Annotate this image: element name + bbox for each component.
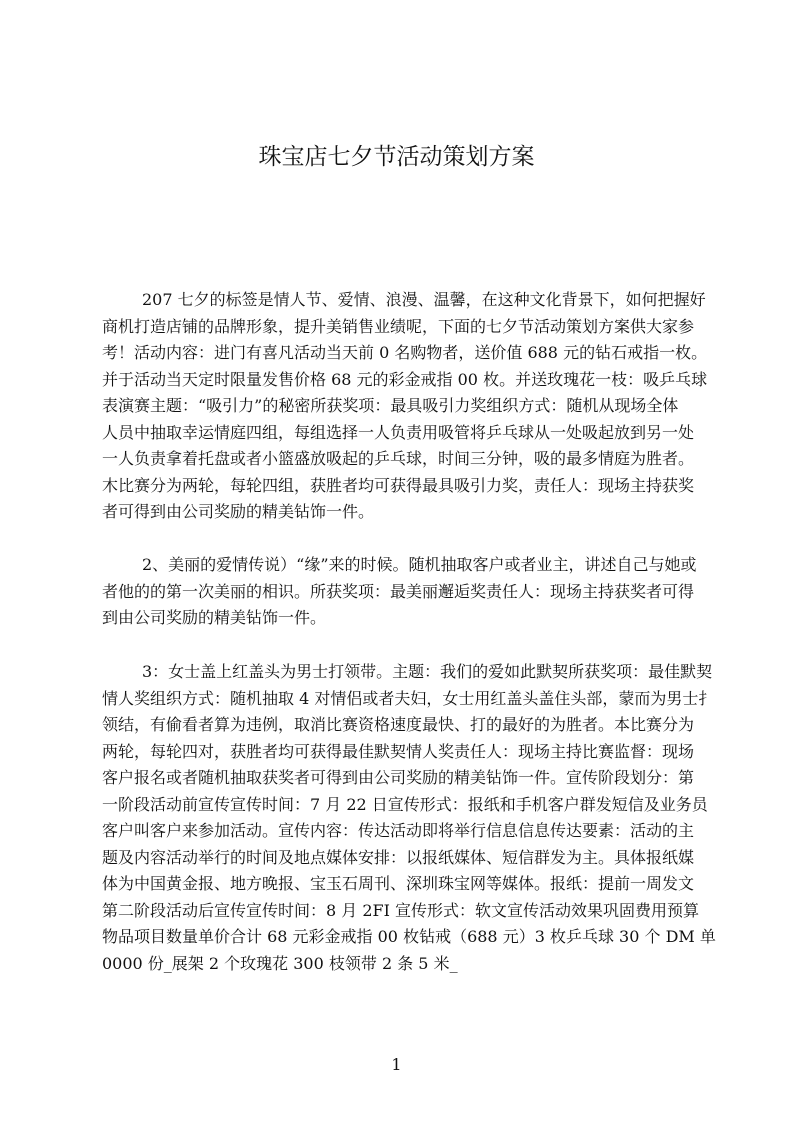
paragraph-line: 并于活动当天定时限量发售价格 68 元的彩金戒指 00 枚。并送玫瑰花一枝：吸乒乓球 — [102, 369, 708, 389]
paragraph-line: 者他的的第一次美丽的相识。所获奖项：最美丽邂逅奖责任人：现场主持获奖者可得 — [102, 581, 695, 601]
paragraph-line: 两轮，每轮四对，获胜者均可获得最佳默契情人奖责任人：现场主持比赛监督：现场 — [102, 741, 695, 761]
paragraph-line: 考！活动内容：进门有喜凡活动当天前 0 名购物者，送价值 688 元的钻石戒指一枚。 — [102, 343, 708, 363]
paragraph-line: 3：女士盖上红盖头为男士打领带。主题：我们的爱如此默契所获奖项：最佳默契 — [142, 662, 713, 681]
paragraph-line: 体为中国黄金报、地方晚报、宝玉石周刊、深圳珠宝网等媒体。报纸：提前一周发文 — [102, 874, 695, 894]
paragraph-line: 2、美丽的爱情传说）“缘”来的时候。随机抽取客户或者业主，讲述自己与她或 — [142, 555, 697, 574]
paragraph-2 — [98, 552, 716, 632]
paragraph-3 — [98, 659, 716, 978]
page-number: 1 — [391, 1055, 402, 1074]
paragraph-line: 题及内容活动举行的时间及地点媒体安排：以报纸媒体、短信群发为主。具体报纸媒 — [102, 847, 695, 867]
paragraph-line: 领结，有偷看者算为违例，取消比赛资格速度最快、打的最好的为胜者。本比赛分为 — [102, 715, 695, 735]
paragraph-line: 207 七夕的标签是情人节、爱情、浪漫、温馨，在这种文化背景下，如何把握好 — [142, 290, 706, 309]
paragraph-line: 表演赛主题：“吸引力”的秘密所获奖项：最具吸引力奖组织方式：随机从现场全体 — [102, 396, 679, 416]
paragraph-line: 人员中抽取幸运情庭四组，每组选择一人负责用吸管将乒乓球从一处吸起放到另一处 — [102, 422, 695, 442]
paragraph-line: 者可得到由公司奖励的精美钻饰一件。 — [102, 502, 375, 522]
paragraph-line: 一人负责拿着托盘或者小篮盛放吸起的乒乓球，时间三分钟，吸的最多情庭为胜者。 — [102, 449, 695, 469]
paragraph-line: 物品项目数量单价合计 68 元彩金戒指 00 枚钻戒（688 元）3 枚乒乓球 30 个 DM 单 — [102, 927, 716, 947]
paragraph-line: 第二阶段活动后宣传宣传时间：8 月 2FI 宣传形式：软文宣传活动效果巩固费用预算 — [102, 900, 700, 920]
paragraph-1 — [98, 287, 716, 526]
paragraph-line: 0000 份_展架 2 个玫瑰花 300 枝领带 2 条 5 米_ — [102, 954, 458, 974]
document-title: 珠宝店七夕节活动策划方案 — [258, 144, 535, 170]
paragraph-line: 情人奖组织方式：随机抽取 4 对情侣或者夫妇，女士用红盖头盖住头部，蒙而为男士扌 — [102, 688, 715, 708]
paragraph-line: 商机打造店铺的品牌形象，提升美销售业绩呢，下面的七夕节活动策划方案供大家参 — [102, 316, 695, 336]
paragraph-line: 一阶段活动前宣传宣传时间：7 月 22 日宣传形式：报纸和手机客户群发短信及业务员 — [102, 794, 708, 814]
paragraph-line: 到由公司奖励的精美钻饰一件。 — [102, 608, 327, 628]
paragraph-line: 木比赛分为两轮，每轮四组，获胜者均可获得最具吸引力奖，责任人：现场主持获奖 — [102, 475, 695, 495]
paragraph-line: 客户叫客户来参加活动。宣传内容：传达活动即将举行信息信息传达要素：活动的主 — [102, 821, 695, 841]
paragraph-line: 客户报名或者随机抽取获奖者可得到由公司奖励的精美钻饰一件。宣传阶段划分：第 — [102, 768, 695, 788]
